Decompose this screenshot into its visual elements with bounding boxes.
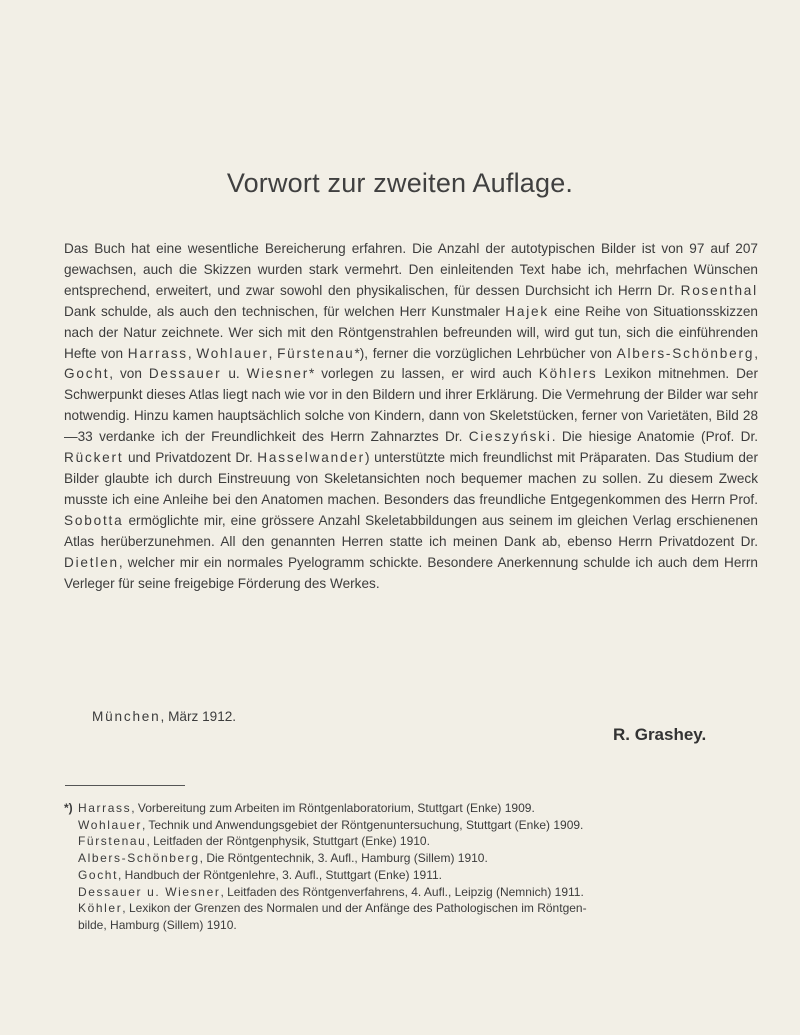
- body-text-segment: * vorlegen zu lassen, er wird auch: [309, 366, 539, 382]
- footnote-text: , Leitfaden des Röntgenverfahrens, 4. Aufl., Leipzig (Nemnich) 1911.: [220, 884, 584, 899]
- footnote-text: , Die Röntgentechnik, 3. Aufl., Hamburg (Sillem) 1910.: [199, 851, 488, 866]
- footnote-author: Harrass: [78, 801, 132, 815]
- body-text-segment: *), ferner die vorzüglichen Lehrbücher von: [354, 345, 617, 361]
- person-name: Wiesner: [246, 366, 310, 382]
- body-text-segment: . Die hiesige Anatomie (Prof. Dr.: [551, 429, 758, 445]
- person-name: Sobotta: [64, 512, 124, 528]
- footnote-marker: *): [64, 801, 73, 815]
- footnote-item: [64, 800, 758, 817]
- person-name: Cieszyński: [468, 429, 552, 445]
- footnote-author: Fürstenau: [78, 834, 147, 849]
- body-text-segment: ,: [754, 345, 758, 361]
- place-and-date: [92, 709, 236, 724]
- footnote-item: [78, 817, 758, 834]
- footnote-text: , Handbuch der Röntgenlehre, 3. Aufl., Stuttgart (Enke) 1911.: [118, 867, 442, 882]
- body-text-segment: Dank schulde, als auch den technischen, für welchen Herr Kunstmaler: [64, 303, 506, 319]
- person-name: Hajek: [505, 303, 549, 319]
- preface-body: [64, 239, 758, 594]
- footnote-author: Albers-Schönberg: [78, 851, 200, 866]
- person-name: Rückert: [64, 450, 124, 466]
- footnote-text: , Leitfaden der Röntgenphysik, Stuttgart (Enke) 1910.: [146, 834, 430, 849]
- body-text-segment: , von: [109, 366, 149, 382]
- footnote-author: Wohlauer: [78, 817, 142, 832]
- footnotes: [64, 800, 758, 934]
- body-text-segment: u.: [221, 366, 247, 382]
- page-title: Vorwort zur zweiten Auflage.: [226, 168, 574, 198]
- body-text-segment: Lexikon mitnehmen. Der Schwerpunkt dieses Atlas liegt nach wie vor in den Bildern und ihrer Erklärung. Die Vermehrung der Bilder war sehr notwendig. Hinzu kamen hauptsächlich solche von Kindern, dann von Skeletstücken, ferner von Varietäten, Bild 28—33 verdanke ich der Freundlichkeit des Herrn Zahnarztes Dr.: [64, 366, 759, 445]
- body-text-segment: ermöglichte mir, eine grössere Anzahl Skeletabbildungen aus seinem im gleichen Verlag erschienenen Atlas herüberzunehmen. All den genannten Herren statte ich meinen Dank ab, ebenso Herrn Privatdozent Dr.: [64, 512, 758, 549]
- person-name: Wohlauer: [196, 345, 269, 361]
- body-text-segment: Das Buch hat eine wesentliche Bereicherung erfahren. Die Anzahl der autotypischen Bilder ist von 97 auf 207 gewachsen, auch die Skizzen wurden stark vermehrt. Den einleitenden Text habe ich, mehrfachen Wünschen entsprechend, erweitert, und zwar sowohl den physikalischen, für dessen Durchsicht ich Herrn Dr.: [64, 241, 758, 298]
- body-text-segment: , welcher mir ein normales Pyelogramm schickte. Besondere Anerkennung schulde ich auch dem Herrn Verleger für seine freigebige Förderung des Werkes.: [64, 554, 758, 591]
- person-name: Gocht: [64, 366, 110, 382]
- body-text-segment: eine Reihe von Situationsskizzen nach der Natur zeichnete. Wer sich mit den Röntgenstrahlen befreunden will, wird gut tun, sich die einführenden Hefte von: [64, 303, 758, 361]
- body-text-segment: ) unterstützte mich freundlichst mit Präparaten. Das Studium der Bilder glaubte ich durch Einstreuung von Skeletansichten noch bequemer machen zu sollen. Zu diesem Zweck musste ich eine Anleihe bei den Anatomen machen. Besonders das freundliche Entgegenkommen des Herrn Prof.: [64, 450, 758, 507]
- footnote-author: Gocht: [78, 867, 119, 882]
- body-text-segment: und Privatdozent Dr.: [123, 450, 258, 466]
- person-name: Fürstenau: [277, 345, 355, 361]
- person-name: Rosenthal: [680, 282, 758, 298]
- person-name: Harrass: [127, 345, 188, 361]
- person-name: Dietlen: [64, 554, 119, 570]
- footnote-continuation: bilde, Hamburg (Sillem) 1910.: [78, 917, 237, 932]
- person-name: Hasselwander: [257, 450, 365, 466]
- footnote-author: Dessauer u. Wiesner: [78, 884, 221, 899]
- footnote-author: Köhler: [78, 901, 123, 916]
- author-signature: R. Grashey.: [613, 725, 707, 744]
- footnote-text: , Vorbereitung zum Arbeiten im Röntgenlaboratorium, Stuttgart (Enke) 1909.: [131, 801, 535, 815]
- footnote-item: [78, 867, 758, 884]
- footnote-item: [78, 833, 758, 850]
- person-name: Dessauer: [148, 366, 222, 382]
- footnote-item: [78, 884, 758, 901]
- body-text-segment: ,: [268, 345, 278, 361]
- person-name: Köhlers: [538, 366, 598, 382]
- footnote-divider: [65, 785, 185, 786]
- body-text-segment: ,: [187, 345, 197, 361]
- date-text: , März 1912.: [160, 709, 237, 724]
- footnote-item: [78, 850, 758, 867]
- footnote-text: , Lexikon der Grenzen des Normalen und der Anfänge des Pathologischen im Röntgen-: [122, 901, 587, 916]
- person-name: Albers-Schönberg: [616, 345, 755, 361]
- footnote-item: [78, 900, 758, 933]
- place-name: München: [92, 709, 161, 724]
- footnote-text: , Technik und Anwendungsgebiet der Röntgenuntersuchung, Stuttgart (Enke) 1909.: [141, 817, 584, 832]
